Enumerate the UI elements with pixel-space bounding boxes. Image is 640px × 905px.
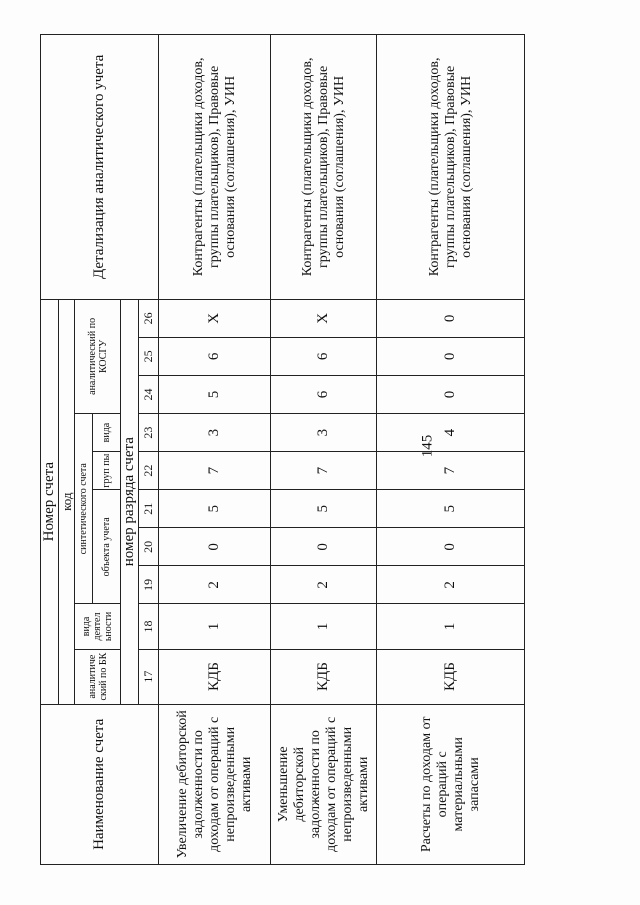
value-cell: КДБ [159,649,271,704]
value-cell: 4 [377,414,525,452]
value-cell: 6 [159,337,271,375]
table-row [377,35,525,865]
detail-cell: Контрагенты (плательщики доходов, группы плательщиков), Правовые основания (соглашения), УИН [377,35,525,300]
value-cell: 2 [271,566,377,604]
header-code: код [59,299,75,704]
value-cell: 3 [159,414,271,452]
value-cell: 0 [377,375,525,413]
value-cell: 3 [271,414,377,452]
header-detail: Детализация аналитического учета [41,35,159,300]
value-cell: 0 [377,299,525,337]
value-cell: 6 [271,337,377,375]
header-account-number: Номер счета [41,299,59,704]
column-number: 24 [139,375,159,413]
value-cell: 1 [377,604,525,649]
header-activity-type: вида деятел ьности [75,604,121,649]
value-cell: 2 [159,566,271,604]
account-name-cell: Расчеты по доходам от операций с материальными запасами [377,704,525,864]
account-name-cell: Уменьшение дебиторской задолженности по доходам от операций с непроизведенными активами [271,704,377,864]
column-number: 23 [139,414,159,452]
value-cell: КДБ [271,649,377,704]
column-number: 25 [139,337,159,375]
table-row [271,35,377,865]
column-number: 22 [139,452,159,490]
value-cell: 0 [159,528,271,566]
value-cell: 0 [271,528,377,566]
column-number: 19 [139,566,159,604]
value-cell: КДБ [377,649,525,704]
header-group: груп пы [93,452,121,490]
accounts-table [40,34,525,865]
detail-cell: Контрагенты (плательщики доходов, группы плательщиков), Правовые основания (соглашения), УИН [271,35,377,300]
value-cell: 5 [377,490,525,528]
header-kind: вида [93,414,121,452]
value-cell: 1 [159,604,271,649]
header-analytic-kosgu: аналитический по КОСГУ [75,299,121,413]
value-cell: X [159,299,271,337]
value-cell: 5 [159,375,271,413]
value-cell: 6 [271,375,377,413]
table-row [159,35,271,865]
column-number: 17 [139,649,159,704]
header-account-name: Наименование счета [41,704,159,864]
value-cell: 5 [159,490,271,528]
value-cell: 7 [159,452,271,490]
value-cell: X [271,299,377,337]
rotated-table-wrapper [40,34,524,865]
value-cell: 7 [377,452,525,490]
column-number: 21 [139,490,159,528]
header-digit-number: номер разряда счета [121,299,139,704]
value-cell: 0 [377,528,525,566]
value-cell: 5 [271,490,377,528]
value-cell: 0 [377,337,525,375]
value-cell: 7 [271,452,377,490]
column-number: 20 [139,528,159,566]
column-number: 18 [139,604,159,649]
detail-cell: Контрагенты (плательщики доходов, группы плательщиков), Правовые основания (соглашения), УИН [159,35,271,300]
value-cell: 2 [377,566,525,604]
column-number: 26 [139,299,159,337]
page-number: 145 [419,434,436,458]
header-synthetic: синтетического счета [75,414,93,604]
account-name-cell: Увеличение дебиторской задолженности по доходам от операций с непроизведенными активами [159,704,271,864]
header-object: объекта учета [93,490,121,604]
value-cell: 1 [271,604,377,649]
header-row-1 [41,35,59,865]
header-analytic-bk: аналитиче ский по БК [75,649,121,704]
